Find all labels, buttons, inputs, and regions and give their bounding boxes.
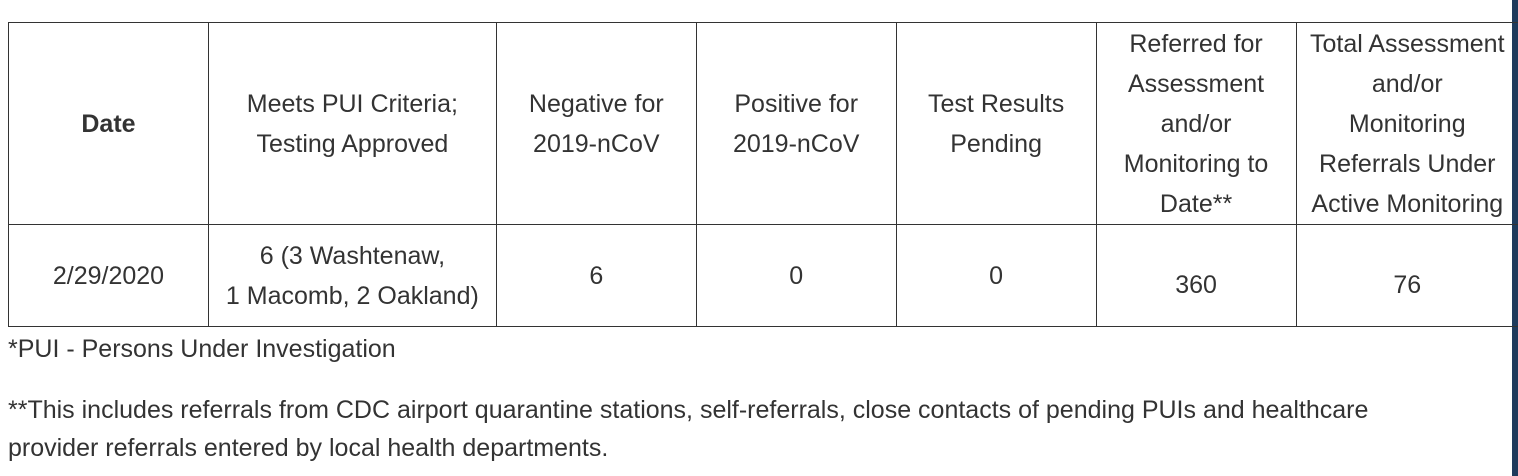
header-referred-to-date: Referred for Assessment and/or Monitoring to Date** [1096, 23, 1296, 225]
cell-active-monitoring: 76 [1296, 225, 1518, 327]
header-negative: Negative for 2019-nCoV [496, 23, 696, 225]
header-pending: Test Results Pending [896, 23, 1096, 225]
cell-negative: 6 [496, 225, 696, 327]
header-positive: Positive for 2019-nCoV [696, 23, 896, 225]
cell-referred-to-date: 360 [1096, 225, 1296, 327]
header-date: Date [9, 23, 209, 225]
table-header-row [9, 23, 1518, 225]
header-meets-pui-criteria: Meets PUI Criteria; Testing Approved [208, 23, 496, 225]
table-row [9, 225, 1518, 327]
covid-status-table [8, 22, 1518, 327]
cell-positive: 0 [696, 225, 896, 327]
cell-date: 2/29/2020 [9, 225, 209, 327]
cell-meets-pui-criteria: 6 (3 Washtenaw, 1 Macomb, 2 Oakland) [208, 225, 496, 327]
pui-definition-note: *PUI - Persons Under Investigation [8, 335, 396, 363]
referrals-footnote: **This includes referrals from CDC airport quarantine stations, self-referrals, close contacts of pending PUIs and healthcare provider referrals entered by local health departments. [8, 396, 1369, 462]
header-active-monitoring: Total Assessment and/or Monitoring Referrals Under Active Monitoring [1296, 23, 1518, 225]
cell-pending: 0 [896, 225, 1096, 327]
